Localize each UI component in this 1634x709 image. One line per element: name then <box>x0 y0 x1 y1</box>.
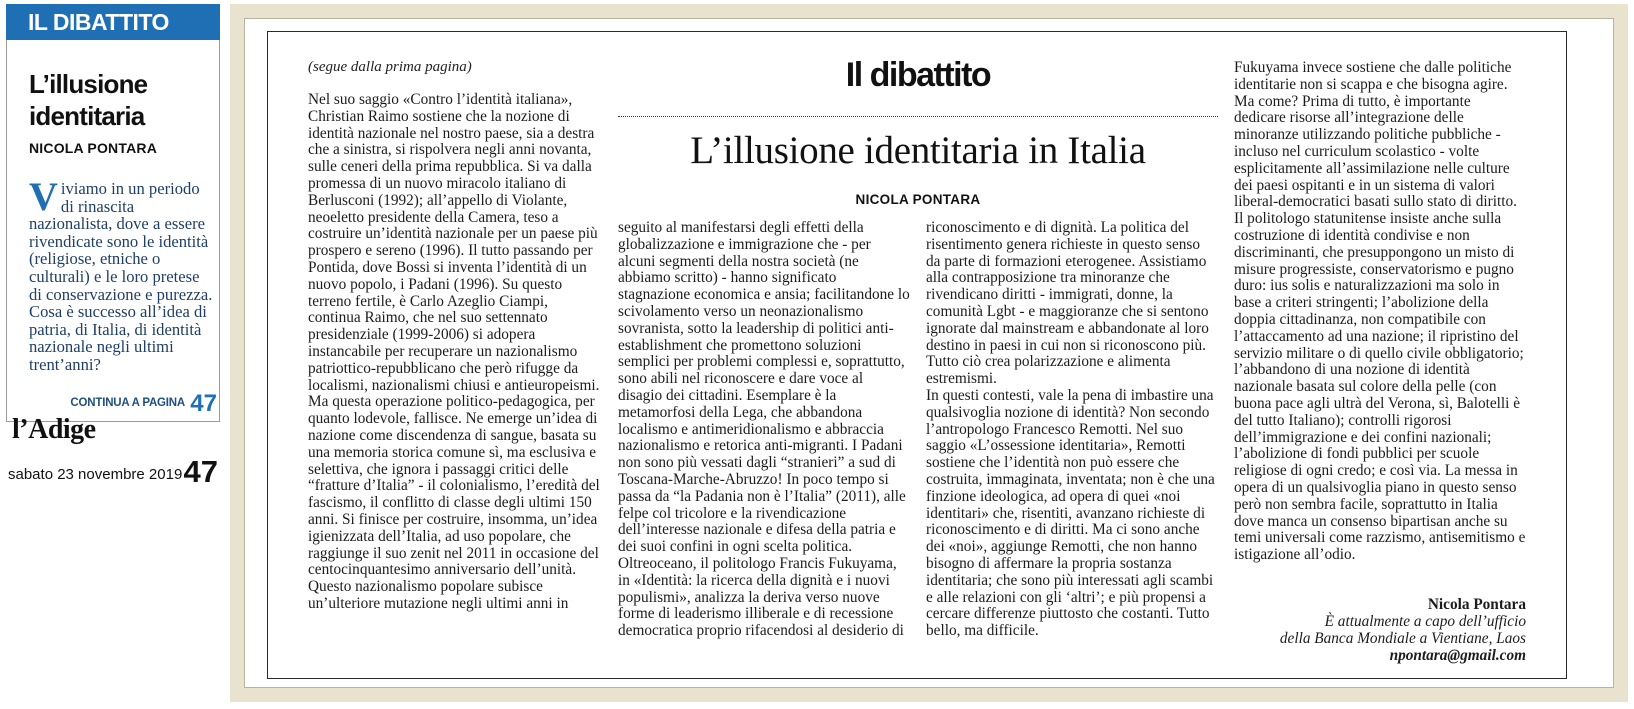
dotted-divider <box>618 116 1218 117</box>
article-column-4 <box>1234 60 1526 564</box>
paragraph: Oltreoceano, il politologo Francis Fukuyama, in «Identità: la ricerca della dignità e i nuovi populismi», analizza la deriva verso nuove forme di leaderismo illiberale e di recessione democratica proprio rifacendosi al desiderio di <box>618 554 904 640</box>
paragraph: seguito al manifestarsi degli effetti della globalizzazione e immigrazione che - per alcuni segmenti della nostra società (ne abbiamo scritto) - hanno significato stagnazione economica e ansia; facilitandone lo scivolamento verso un neonazionalismo sovranista, sotto la leadership di politici anti-establishment che promettono soluzioni semplici per problemi complessi e, soprattutto, sono abili nel riconoscere e dare voce al disagio dei cittadini. Esemplare è la metamorfosi della Lega, che abbandona localismo e antimeridionalismo e abbraccia nazionalismo e retorica anti-migranti. I Padani non sono più vessati dagli “stranieri” a sud di Toscana-Marche-Abruzzo! In poco tempo si passa da “la Padania non è l’Italia” (2011), alle felpe col tricolore e la rivendicazione dell’interesse nazionale e difesa della patria e dei suoi confini in ogni scelta politica. <box>618 219 910 556</box>
article-frame <box>267 31 1567 679</box>
article-column-2 <box>618 220 910 640</box>
paragraph: Fukuyama invece sostiene che dalle politiche identitarie non si scappa e che bisogna agire. Ma come? Prima di tutto, è importante dedicare risorse all’integrazione delle minoranze utilizzando politiche pubbliche - incluso nel curriculum scolastico - volte esplicitamente all’assimilazione nelle culture dei paesi ospitanti e in un sistema di valori liberal-democratici basati sullo stato di diritto. Il politologo statunitense insiste anche sulla costruzione di identità condivise e non discriminanti, che presuppongono un misto di misure progressiste, conservatorismo e pugno duro: ius solis e naturalizzazioni ma solo in base a criteri stringenti; l’abolizione della doppia cittadinanza, non compatibile con l’attaccamento ad una nazione; il ripristino del servizio militare o di quello civile obbligatorio; l’abbandono di una nozione di identità nazionale basata sul colore della pelle (con buona pace agli ultrà del Verona, sì, Balotelli è del tutto Italiano); controlli rigorosi dell’immigrazione e dei confini nazionali; l’abolizione di fondi pubblici per scuole religiose di ogni credo; e così via. La messa in opera di un qualsivoglia piano in questo senso però non sembra facile, soprattutto in Italia dove manca un consenso bipartisan anche su temi universali come razzismo, antisemitismo e istigazione all’odio. <box>1234 59 1526 564</box>
continue-page-number[interactable]: 47 <box>190 390 217 417</box>
teaser-sidebar <box>6 4 220 704</box>
paragraph: riconoscimento e di dignità. La politica del risentimento genera richieste in questo senso da parte di formazioni eterogenee. Assistiamo alla contrapposizione tra minoranze che rivendicano diritti - immigrati, donne, la comunità Lgbt - e maggioranze che si sentono ignorate dal mainstream e abbandonate al loro destino in paesi in cui non si riconoscono più. Tutto ciò crea polarizzazione e alimenta estremismi. <box>926 219 1209 388</box>
signature-name: Nicola Pontara <box>1427 596 1526 613</box>
teaser-question: Cosa è successo all’idea di patria, di Italia, di identità nazionale negli ultimi trent’anni? <box>29 302 207 374</box>
teaser-card[interactable] <box>6 40 220 422</box>
page-viewer[interactable] <box>230 4 1628 702</box>
section-tag: IL DIBATTITO <box>6 4 220 40</box>
continue-label[interactable]: CONTINUA A PAGINA <box>70 397 185 409</box>
signature-place: della Banca Mondiale a Vientiane, Laos <box>1279 630 1526 647</box>
teaser-dropcap: V <box>29 174 58 219</box>
signature-role: È attualmente a capo dell’ufficio <box>1324 613 1526 630</box>
newspaper-page <box>244 18 1614 688</box>
page-number: 47 <box>183 454 218 489</box>
author-signature <box>1234 596 1526 664</box>
article-byline: NICOLA PONTARA <box>855 192 981 207</box>
paragraph: Nel suo saggio «Contro l’identità italiana», Christian Raimo sostiene che la nozione di identità nazionale nel nostro paese, sia a destra che a sinistra, si rispolvera negli anni novanta, sulle ceneri della prima repubblica. Si va dalla promessa di un nuovo miracolo italiano di Berlusconi (1992); all’appello di Violante, neoeletto presidente della Camera, teso a costruire un’identità nazionale per un paese più prospero e sereno (1996). Il tutto passando per Pontida, dove Bossi si inventa l’identità di un nuovo popolo, i Padani (1996). Su questo terreno fertile, è Carlo Azeglio Ciampi, continua Raimo, che nel suo settennato presidenziale (1999-2006) si adopera instancabile per recuperare un nazionalismo patriottico-repubblicano che però rifugge da localismi, nazionalismi chiusi e antieuropeismi. Ma questa operazione politico-pedagogica, per quanto lodevole, fallisce. Ne emerge un’idea di nazione come discendenza di sangue, basata su una memoria storica comune sì, ma esclusiva e selettiva, che ignora i passaggi critici delle “fratture d’Italia” - il colonialismo, l’eredità del fascismo, il conflitto di classe degli ultimi 150 anni. Si finisce per costruire, insomma, un’idea igienizzata dell’Italia, ad uso popolare, che raggiunge il suo zenit nel 2011 in occasione del centocinquantesimo anniversario dell’unità. <box>308 91 600 579</box>
teaser-text: iviamo in un periodo di rinascita nazionalista, dove a essere rivendicate sono le identità (religiose, etniche o culturali) e le loro pretese di conservazione e purezza. <box>29 179 213 304</box>
section-heading: Il dibattito <box>845 56 991 94</box>
teaser-body <box>29 174 213 374</box>
teaser-author: NICOLA PONTARA <box>29 140 158 156</box>
paragraph: Questo nazionalismo popolare subisce un’ulteriore mutazione negli ultimi anni in <box>308 578 569 612</box>
date-row <box>6 454 220 488</box>
article-title: L’illusione identitaria in Italia <box>690 129 1146 172</box>
article-column-3 <box>926 220 1218 640</box>
newspaper-masthead: l’Adige <box>12 414 96 445</box>
segue-note: (segue dalla prima pagina) <box>308 59 472 75</box>
teaser-title[interactable]: L’illusione identitaria <box>29 69 148 131</box>
signature-email[interactable]: npontara@gmail.com <box>1389 647 1526 664</box>
issue-date: sabato 23 novembre 2019 <box>8 466 183 483</box>
paragraph: In questi contesti, vale la pena di imbastire una qualsivoglia nozione di identità? Non secondo l’antropologo Francesco Remotti. Nel suo saggio «L’ossessione identitaria», Remotti sostiene che l’identità non può essere che costruita, immaginata, inventata; non è che una finzione ideologica, ad opera di quei «noi identitari» che, risentiti, avanzano richieste di riconoscimento e di diritti. Ma ci sono anche dei «noi», aggiunge Remotti, che non hanno bisogno di affermare la propria sostanza identitaria; che sono più interessati agli scambi e alle relazioni con gli ‘altri’; e più propensi a cercare differenze piuttosto che costanti. Tutto bello, ma difficile. <box>926 386 1215 640</box>
article-column-1 <box>308 92 602 613</box>
